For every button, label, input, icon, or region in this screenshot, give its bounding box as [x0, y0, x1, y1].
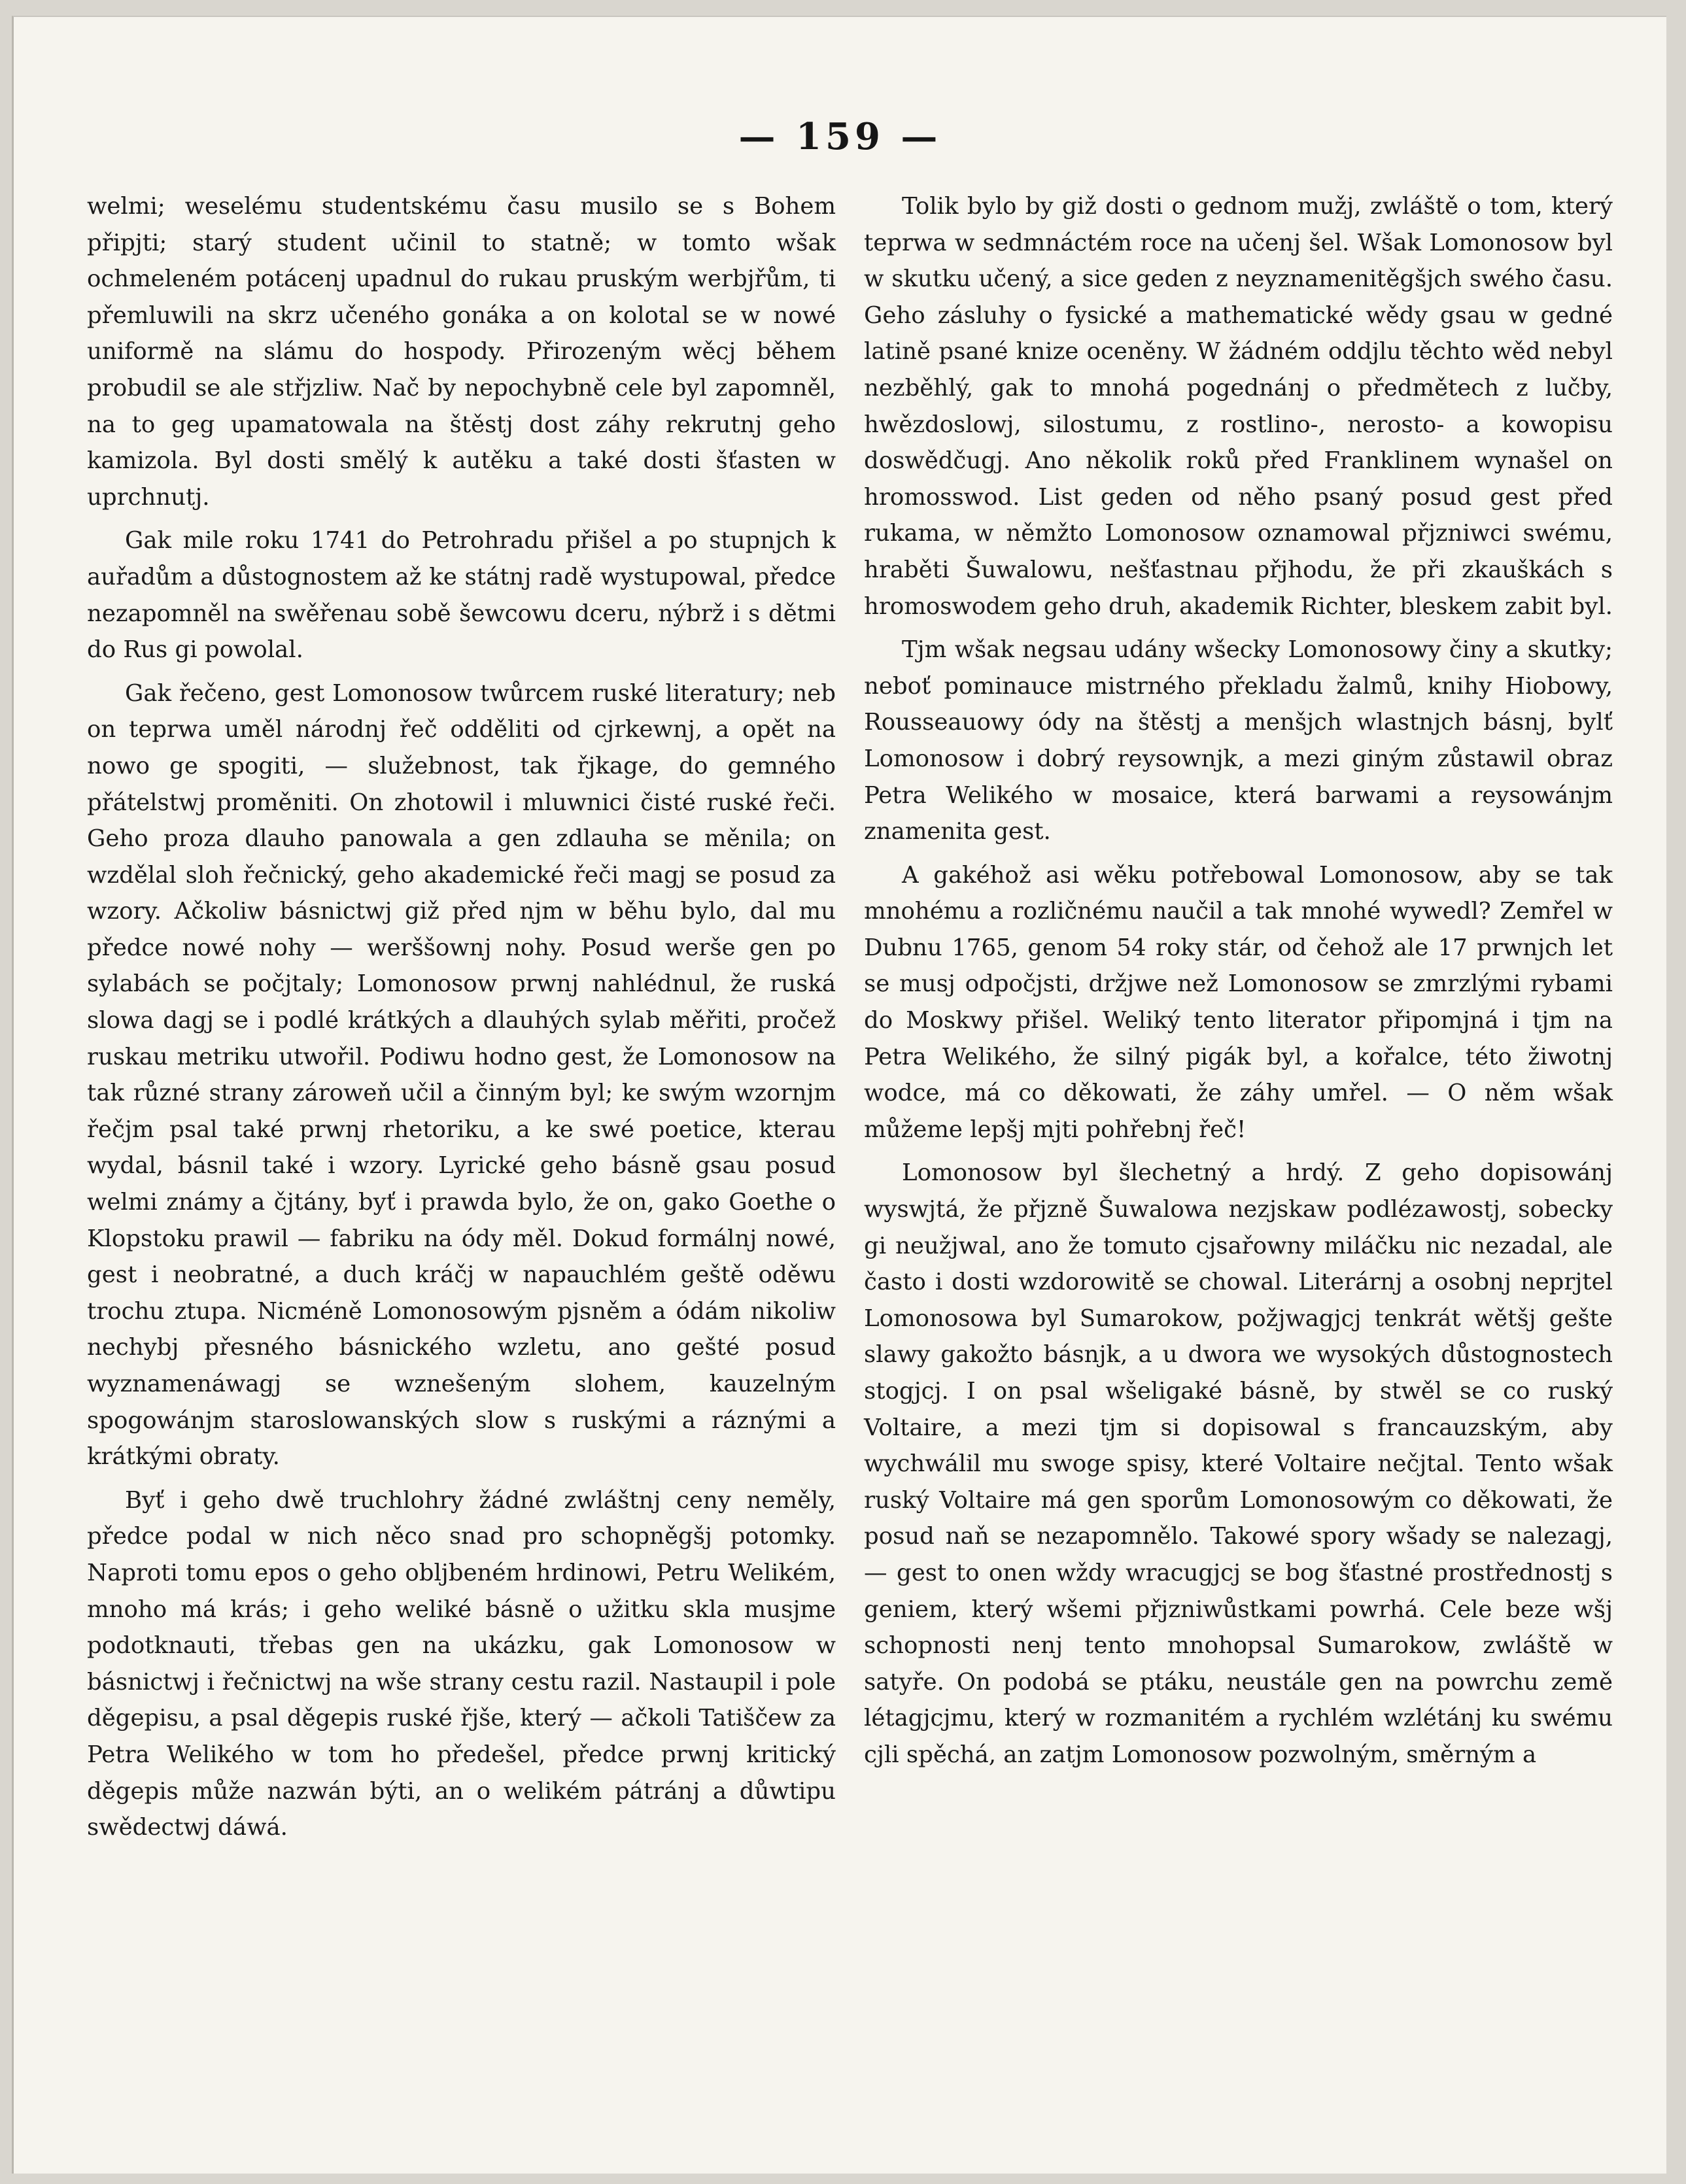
paragraph: welmi; weselému studentskému času musilo se s Bohem připjti; starý student učinil to statně; w tomto wšak ochmeleném potácenj upadnul do rukau pruským werbjřům, ti přemluwili na skrz učeného gonáka a on kolotal se w nowé uniformě na slámu do hospody. Přirozeným wěcj během probudil se ale střjzliw. Nač by nepochybně cele byl zapomněl, na to geg upamatowala na štěstj dost záhy rekrutnj geho kamizola. Byl dosti smělý k autěku a také dosti šťasten w uprchnutj. [87, 193, 836, 511]
paragraph: Tolik bylo by giž dosti o gednom mužj, zwláště o tom, který teprwa w sedmnáctém roce na učenj šel. Wšak Lomonosow byl w skutku učený, a sice geden z neyznamenitěgšjch swého času. Geho zásluhy o fysické a mathematické wědy gsau w gedné latině psané knize oceněny. W žádném oddjlu těchto wěd nebyl nezběhlý, gak to mnohá pogednánj o předmětech z lučby, hwězdoslowj, silostumu, z rostlino-, nerosto- a kowopisu doswědčugj. Ano několik roků před Franklinem wynašel on hromosswod. List geden od něho psaný posud gest před rukama, w němžto Lomonosow oznamowal přjzniwci swému, hraběti Šuwalowu, nešťastnau přjhodu, že při zkauškách s hromoswodem geho druh, akademik Richter, bleskem zabit byl. [864, 193, 1613, 620]
paragraph: Lomonosow byl šlechetný a hrdý. Z geho dopisowánj wyswjtá, že přjzně Šuwalowa nezjskaw podlézawostj, sobecky gi neužjwal, ano že tomuto cjsařowny miláčku nic nezadal, ale často i dosti wzdorowitě se chowal. Literárnj a osobnj neprjtel Lomonosowa byl Sumarokow, požjwagjcj tenkrát wětšj gešte slawy gakožto básnjk, a u dwora we wysokých důstognostech stogjcj. I on psal wšeligaké básně, by stwěl se co ruský Voltaire, a mezi tjm si dopisowal s francauzským, aby wychwálil mu swoge spisy, které Voltaire nečjtal. Tento wšak ruský Voltaire má gen sporům Lomonosowým co děkowati, že posud naň se nezapomnělo. Takowé spory wšady se nalezagj, — gest to onen wždy wracugjcj se bog šťastné prostřednostj s geniem, který wšemi přjzniwůstkami powrhá. Cele beze wšj schopnosti nenj tento mnohopsal Sumarokow, zwláště w satyře. On podobá se ptáku, neustále gen na powrchu země létagjcjmu, který w rozmanitém a rychlém wzlétánj ku swému cjli spěchá, an zatjm Lomonosow pozwolným, směrným a [864, 1159, 1613, 1768]
paragraph: A gakéhož asi wěku potřebowal Lomonosow, aby se tak mnohému a rozličnému naučil a tak mnohé wywedl? Zemřel w Dubnu 1765, genom 54 roky stár, od čehož ale 17 prwnjch let se musj odpočjsti, držjwe než Lomonosow se zmrzlými rybami do Moskwy přišel. Weliký tento literator připomjná i tjm na Petra Welikého, že silný pigák byl, a kořalce, této žiwotnj wodce, má co děkowati, že záhy umřel. — O něm wšak můžeme lepšj mjti pohřebnj řeč! [864, 861, 1613, 1143]
page-number: — 159 — [738, 115, 942, 158]
paragraph: Byť i geho dwě truchlohry žádné zwláštnj ceny neměly, předce podal w nich něco snad pro schopněgšj potomky. Naproti tomu epos o geho obljbeném hrdinowi, Petru Welikém, mnoho má krás; i geho weliké básně o užitku skla musjme podotknauti, třebas gen na ukázku, gak Lomonosow w básnictwj i řečnictwj na wše strany cestu razil. Nastaupil i pole děgepisu, a psal děgepis ruské řjše, který — ačkoli Tatiščew za Petra Welikého w tom ho předešel, předce prwnj kritický děgepis může nazwán býti, an o welikém pátránj a důwtipu swědectwj dáwá. [87, 1486, 836, 1841]
left-column [87, 188, 836, 1853]
paragraph: Gak řečeno, gest Lomonosow twůrcem ruské literatury; neb on teprwa uměl národnj řeč odděliti od cjrkewnj, a opět na nowo ge spogiti, — služebnost, tak řjkage, do gemného přátelstwj proměniti. On zhotowil i mluwnici čisté ruské řeči. Geho proza dlauho panowala a gen zdlauha se měnila; on wzdělal sloh řečnický, geho akademické řeči magj se posud za wzory. Ačkoliw básnictwj giž před njm w běhu bylo, dal mu předce nowé nohy — werššownj nohy. Posud werše gen po sylabách se počjtaly; Lomonosow prwnj nahlédnul, že ruská slowa dagj se i podlé krátkých a dlauhých sylab měřiti, pročež ruskau metriku utwořil. Podiwu hodno gest, že Lomonosow na tak různé strany zároweň učil a činným byl; ke swým wzornjm řečjm psal také prwnj rhetoriku, a ke swé poetice, kterau wydal, básnil také i wzory. Lyrické geho básně gsau posud welmi známy a čjtány, byť i prawda bylo, že on, gako Goethe o Klopstoku prawil — fabriku na ódy měl. Dokud formálnj nowé, gest i neobratné, a duch kráčj w napauchlém geště oděwu trochu ztupa. Nicméně Lomonosowým pjsněm a ódám nikoliw nechybj přesného básnického wzletu, ano gešté posud wyznamenáwagj se wznešeným slohem, kauzelným spogowánjm staroslowanských slow s ruskými a ráznými a krátkými obraty. [87, 679, 836, 1471]
paragraph: Tjm wšak negsau udány wšecky Lomonosowy činy a skutky; neboť pominauce mistrného překladu žalmů, knihy Hiobowy, Rousseauowy ódy na štěstj a menšjch wlastnjch básnj, bylť Lomonosow i dobrý reysownjk, a mezi giným zůstawil obraz Petra Welikého w mosaice, která barwami a reysowánjm znamenita gest. [864, 636, 1613, 845]
book-page [12, 16, 1666, 2174]
paragraph: Gak mile roku 1741 do Petrohradu přišel a po stupnjch k auřadům a důstognostem až ke státnj radě wystupowal, předce nezapomněl na swěřenau sobě šewcowu dceru, nýbrž i s dětmi do Rus gi powolal. [87, 527, 836, 664]
right-column [864, 188, 1613, 1781]
